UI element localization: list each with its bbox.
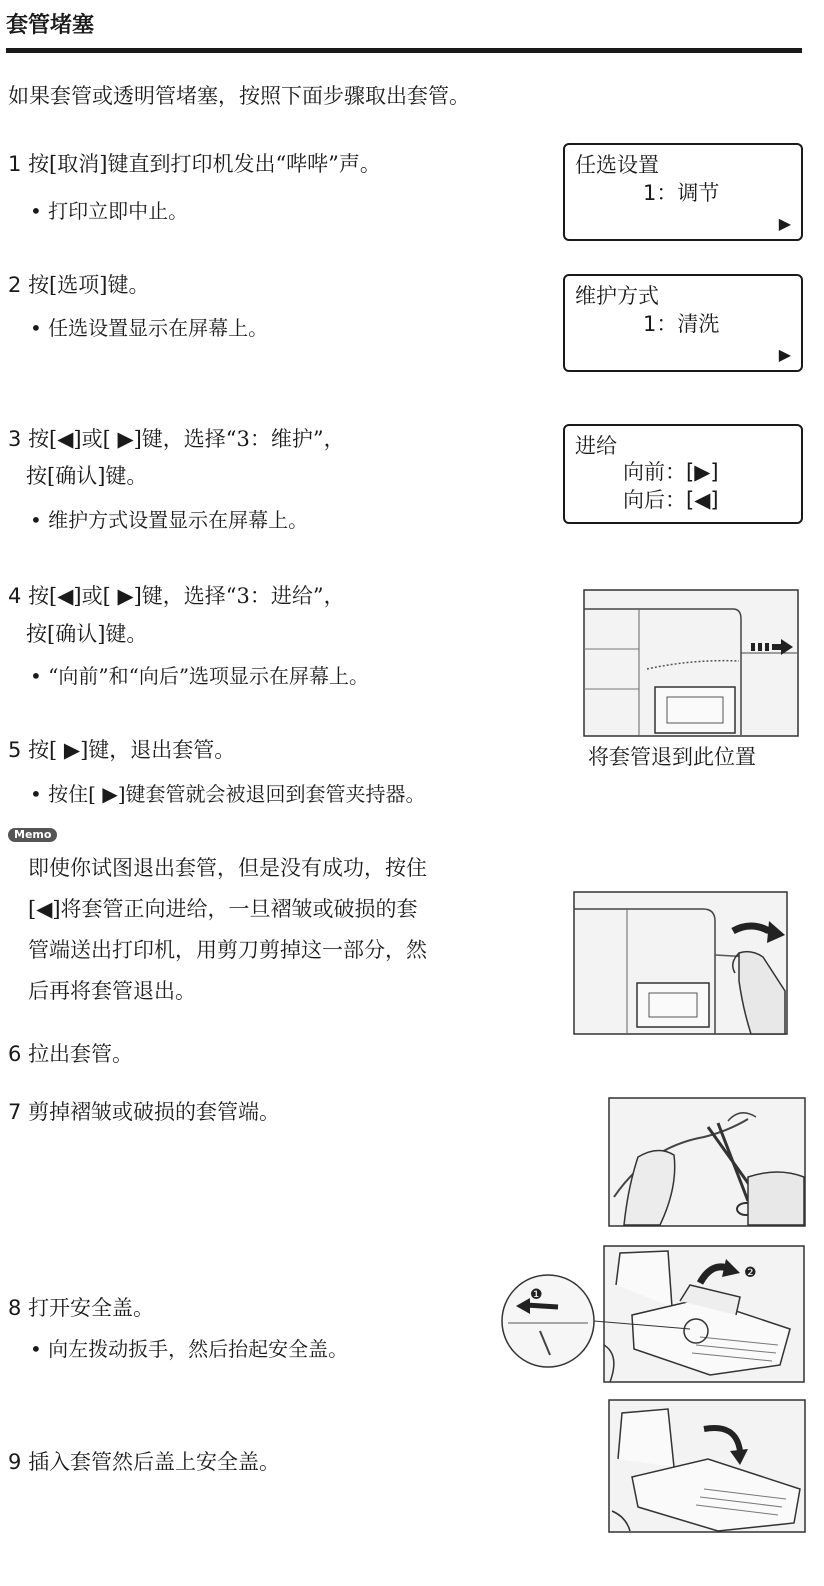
step-number: 4 bbox=[8, 584, 22, 608]
step-4-bullet: • “向前”和“向后”选项显示在屏幕上。 bbox=[30, 664, 370, 688]
step-5-bullet: • 按住[ ▶]键套管就会被退回到套管夹持器。 bbox=[30, 782, 426, 806]
step-number: 1 bbox=[8, 152, 22, 176]
step-number: 8 bbox=[8, 1296, 22, 1320]
lcd-value: 1：清洗 bbox=[643, 312, 720, 336]
memo-line: [◀]将套管正向进给，一旦褶皱或破损的套 bbox=[28, 897, 418, 921]
memo-badge: Memo bbox=[8, 828, 57, 842]
step-2-bullet: • 任选设置显示在屏幕上。 bbox=[30, 316, 269, 340]
lcd-value: 1：调节 bbox=[643, 181, 720, 205]
scissors-cut-illustration bbox=[608, 1097, 806, 1227]
step-text: 按[选项]键。 bbox=[28, 273, 150, 297]
memo-text bbox=[28, 848, 528, 1012]
step-5 bbox=[8, 732, 235, 768]
step-3-line2: 按[确认]键。 bbox=[26, 464, 148, 488]
step-3 bbox=[8, 421, 345, 457]
step-4 bbox=[8, 578, 345, 614]
step-text: 打开安全盖。 bbox=[28, 1296, 155, 1320]
open-cover-illustration bbox=[500, 1245, 806, 1383]
close-cover-illustration bbox=[608, 1399, 806, 1533]
printer-retract-illustration bbox=[583, 589, 799, 737]
step-3-bullet: • 维护方式设置显示在屏幕上。 bbox=[30, 508, 309, 532]
step-2 bbox=[8, 267, 149, 303]
lcd-title: 维护方式 bbox=[575, 284, 659, 308]
step-text: 按[◀]或[ ▶]键，选择“3：进给”， bbox=[28, 584, 345, 608]
memo-line: 即使你试图退出套管，但是没有成功，按住 bbox=[28, 856, 427, 880]
step-text: 插入套管然后盖上安全盖。 bbox=[28, 1450, 281, 1474]
title-rule bbox=[6, 48, 802, 53]
callout-2: ❷ bbox=[744, 1265, 757, 1281]
step-9 bbox=[8, 1444, 280, 1480]
step-number: 5 bbox=[8, 738, 22, 762]
step-number: 9 bbox=[8, 1450, 22, 1474]
step-text: 按[ ▶]键，退出套管。 bbox=[28, 738, 236, 762]
retract-caption: 将套管退到此位置 bbox=[588, 745, 756, 769]
intro-text: 如果套管或透明管堵塞，按照下面步骤取出套管。 bbox=[8, 84, 470, 108]
memo-line: 后再将套管退出。 bbox=[28, 979, 196, 1003]
printer-pull-illustration bbox=[573, 891, 788, 1035]
memo-line: 管端送出打印机，用剪刀剪掉这一部分，然 bbox=[28, 938, 427, 962]
lcd-title: 进给 bbox=[575, 434, 617, 458]
lcd-feed bbox=[563, 424, 803, 524]
page-title: 套管堵塞 bbox=[6, 13, 95, 38]
step-number: 2 bbox=[8, 273, 22, 297]
step-6 bbox=[8, 1036, 133, 1072]
step-text: 按[取消]键直到打印机发出“哔哔”声。 bbox=[28, 152, 381, 176]
step-1-bullet: • 打印立即中止。 bbox=[30, 199, 189, 223]
lcd-forward: 向前：[▶] bbox=[623, 460, 719, 484]
step-8-bullet: • 向左拨动扳手，然后抬起安全盖。 bbox=[30, 1337, 349, 1361]
right-arrow-icon: ▶ bbox=[778, 345, 791, 364]
lcd-option-settings bbox=[563, 143, 803, 241]
lcd-maintenance-mode bbox=[563, 274, 803, 372]
step-1 bbox=[8, 146, 381, 182]
step-number: 6 bbox=[8, 1042, 22, 1066]
step-8 bbox=[8, 1290, 154, 1326]
lcd-backward: 向后：[◀] bbox=[623, 488, 719, 512]
step-text: 按[◀]或[ ▶]键，选择“3：维护”， bbox=[28, 427, 345, 451]
step-number: 7 bbox=[8, 1100, 22, 1124]
step-4-line2: 按[确认]键。 bbox=[26, 622, 148, 646]
step-7 bbox=[8, 1094, 280, 1130]
lcd-title: 任选设置 bbox=[575, 153, 659, 177]
callout-1: ❶ bbox=[530, 1287, 543, 1303]
right-arrow-icon: ▶ bbox=[778, 214, 791, 233]
step-text: 剪掉褶皱或破损的套管端。 bbox=[28, 1100, 281, 1124]
step-number: 3 bbox=[8, 427, 22, 451]
step-text: 拉出套管。 bbox=[28, 1042, 134, 1066]
